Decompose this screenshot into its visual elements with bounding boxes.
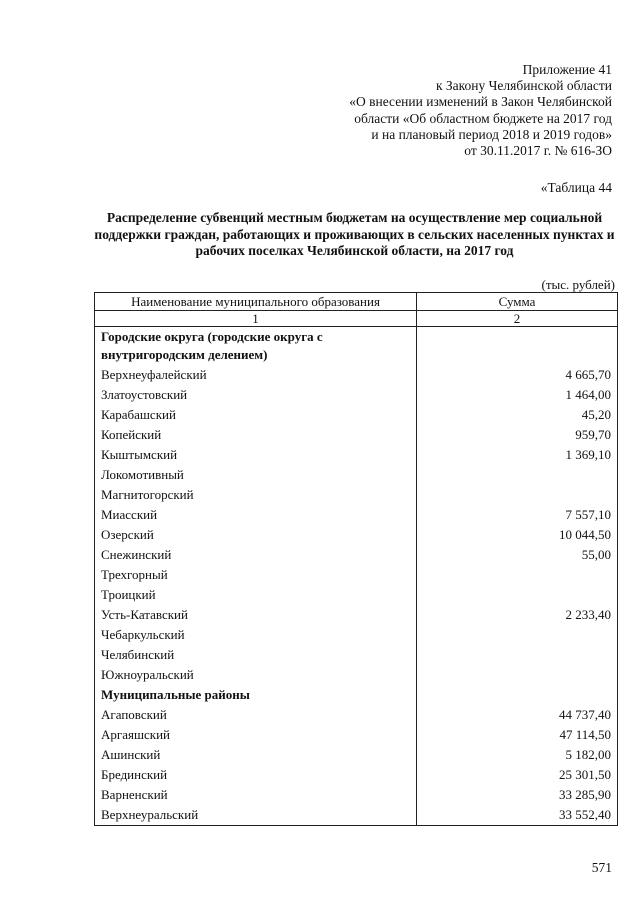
table-row <box>95 665 618 685</box>
municipality-name: Чебаркульский <box>95 625 417 645</box>
subsidy-amount <box>417 485 618 505</box>
municipality-name: Миасский <box>95 505 417 525</box>
table-group-row <box>95 685 618 705</box>
column-number: 2 <box>417 311 618 327</box>
table-row <box>95 485 618 505</box>
subsidy-amount <box>417 465 618 485</box>
column-number-row <box>95 311 618 327</box>
table-header-row <box>95 293 618 311</box>
municipality-name: Копейский <box>95 425 417 445</box>
document-title: Распределение субвенций местным бюджетам на осуществление мер социальной поддержки граждан, работающих и проживающих в сельских населенных пунктах и рабочих поселках Челябинской области, на 2017 год <box>94 210 615 258</box>
subsidy-amount <box>417 625 618 645</box>
subsidy-amount: 25 301,50 <box>417 765 618 785</box>
municipality-name: Златоустовский <box>95 385 417 405</box>
table-row <box>95 405 618 425</box>
subsidy-amount: 33 285,90 <box>417 785 618 805</box>
municipality-name: Агаповский <box>95 705 417 725</box>
municipality-name: Снежинский <box>95 545 417 565</box>
table-group-row <box>95 327 618 366</box>
subsidy-amount: 2 233,40 <box>417 605 618 625</box>
municipality-name: Локомотивный <box>95 465 417 485</box>
column-header-sum: Сумма <box>417 293 618 311</box>
table-row <box>95 765 618 785</box>
table-row <box>95 585 618 605</box>
municipality-name: Кыштымский <box>95 445 417 465</box>
appendix-line: и на плановый период 2018 и 2019 годов» <box>371 126 612 142</box>
appendix-line: от 30.11.2017 г. № 616-ЗО <box>464 143 612 159</box>
municipality-name: Челябинский <box>95 645 417 665</box>
municipality-name: Трехгорный <box>95 565 417 585</box>
subsidy-amount: 1 369,10 <box>417 445 618 465</box>
table-row <box>95 565 618 585</box>
table-row <box>95 705 618 725</box>
appendix-line: Приложение 41 <box>522 62 612 77</box>
municipality-name: Усть-Катавский <box>95 605 417 625</box>
municipality-name: Магнитогорский <box>95 485 417 505</box>
table-row <box>95 385 618 405</box>
subsidy-amount: 4 665,70 <box>417 365 618 385</box>
subsidy-amount: 10 044,50 <box>417 525 618 545</box>
page-number: 571 <box>591 860 612 875</box>
municipality-name: Ашинский <box>95 745 417 765</box>
subsidy-amount <box>417 327 618 366</box>
subsidy-amount: 959,70 <box>417 425 618 445</box>
table-row <box>95 745 618 765</box>
municipality-name: Троицкий <box>95 585 417 605</box>
subsidy-amount: 5 182,00 <box>417 745 618 765</box>
municipality-name: Карабашский <box>95 405 417 425</box>
subsidy-amount: 33 552,40 <box>417 805 618 826</box>
appendix-line: области «Об областном бюджете на 2017 год <box>354 110 612 126</box>
table-row <box>95 465 618 485</box>
table-row <box>95 445 618 465</box>
table-row <box>95 525 618 545</box>
municipality-name: Брединский <box>95 765 417 785</box>
subsidy-amount: 55,00 <box>417 545 618 565</box>
table-row <box>95 605 618 625</box>
subsidy-amount <box>417 565 618 585</box>
subsidy-amount <box>417 685 618 705</box>
appendix-line: к Закону Челябинской области <box>435 78 612 94</box>
table-row <box>95 505 618 525</box>
municipality-name: Аргаяшский <box>95 725 417 745</box>
table-row <box>95 725 618 745</box>
column-header-name: Наименование муниципального образования <box>95 293 417 311</box>
column-number: 1 <box>95 311 417 327</box>
municipality-name: Варненский <box>95 785 417 805</box>
table-row <box>95 785 618 805</box>
appendix-header <box>252 62 612 159</box>
subsidy-amount <box>417 645 618 665</box>
municipality-name: Верхнеуральский <box>95 805 417 826</box>
table-row <box>95 365 618 385</box>
subsidy-table <box>94 292 618 826</box>
table-row <box>95 625 618 645</box>
subsidy-amount: 7 557,10 <box>417 505 618 525</box>
subsidy-amount: 47 114,50 <box>417 725 618 745</box>
municipality-name: Муниципальные районы <box>95 685 417 705</box>
municipality-name: Озерский <box>95 525 417 545</box>
table-row <box>95 545 618 565</box>
subsidy-amount: 44 737,40 <box>417 705 618 725</box>
subsidy-amount <box>417 665 618 685</box>
subsidy-amount: 1 464,00 <box>417 385 618 405</box>
municipality-name: Городские округа (городские округа с внутригородским делением) <box>95 327 417 366</box>
table-row <box>95 425 618 445</box>
units-label: (тыс. рублей) <box>541 277 615 292</box>
table-body <box>95 327 618 826</box>
table-row <box>95 645 618 665</box>
appendix-line: «О внесении изменений в Закон Челябинской <box>349 94 612 110</box>
table-reference: «Таблица 44 <box>540 180 612 195</box>
subsidy-amount <box>417 585 618 605</box>
subsidy-amount: 45,20 <box>417 405 618 425</box>
table-row <box>95 805 618 826</box>
municipality-name: Верхнеуфалейский <box>95 365 417 385</box>
municipality-name: Южноуральский <box>95 665 417 685</box>
